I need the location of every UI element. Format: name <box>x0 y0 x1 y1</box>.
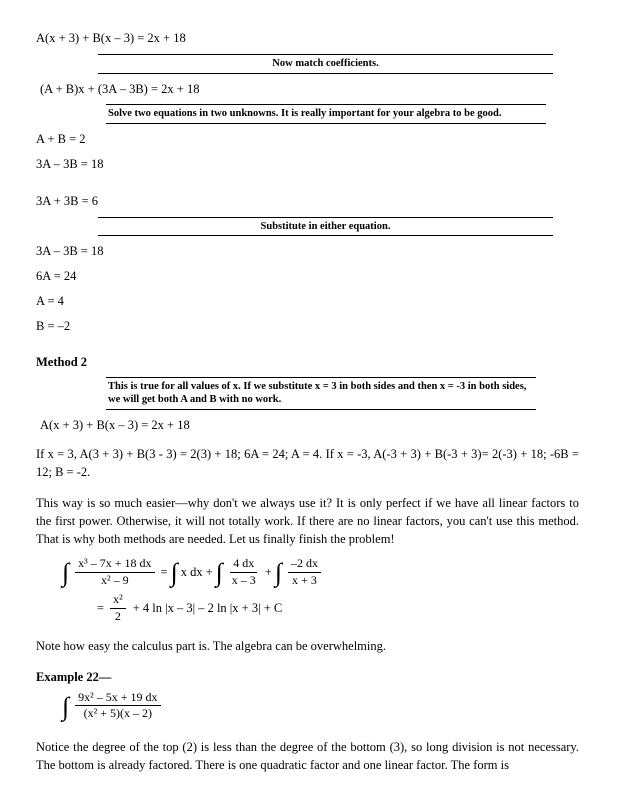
integral-result-1 <box>36 593 579 624</box>
equation-line-2: (A + B)x + (3A – 3B) = 2x + 18 <box>40 81 200 96</box>
equation-line-9: B = –2 <box>36 318 71 333</box>
equation-line-3: A + B = 2 <box>36 132 86 147</box>
fraction-numerator: x² <box>110 593 126 609</box>
fraction-3 <box>229 557 259 588</box>
callout-true-for-all-values <box>106 377 536 410</box>
result-tail: + 4 ln |x – 3| – 2 ln |x + 3| + C <box>132 601 283 616</box>
equation-line-1: A(x + 3) + B(x – 3) = 2x + 18 <box>36 31 186 45</box>
equation-line-8: A = 4 <box>36 294 64 309</box>
integral-expression-1 <box>36 557 579 588</box>
paragraph-calculus-easy: Note how easy the calculus part is. The algebra can be overwhelming. <box>36 638 386 653</box>
equation-line-10: A(x + 3) + B(x – 3) = 2x + 18 <box>40 418 190 433</box>
callout-text: Solve two equations in two unknowns. It is really important for your algebra to be good. <box>108 108 502 120</box>
integral-sign-icon: ∫ <box>62 557 70 587</box>
heading-method-2: Method 2 <box>36 354 88 369</box>
callout-substitute <box>98 217 553 237</box>
integral-expression-2 <box>36 691 579 722</box>
fraction-example-22 <box>75 691 160 722</box>
paragraph-degree-notice: Notice the degree of the top (2) is less than the degree of the bottom (3), so long division is not necessary. The bottom is already factored. There is one quadratic factor and one linear factor. The form is <box>36 740 579 772</box>
integral-sign-icon: ∫ <box>274 557 282 587</box>
equation-line-4: 3A – 3B = 18 <box>36 156 104 171</box>
integrand-2: x dx <box>180 564 203 579</box>
equals-sign: = <box>97 601 105 616</box>
fraction-denominator: x – 3 <box>231 572 256 587</box>
callout-rule-bottom <box>106 123 546 124</box>
plus-sign: + <box>264 564 272 579</box>
fraction-numerator: 9x² – 5x + 19 dx <box>75 691 160 707</box>
paragraph-method-comparison: This way is so much easier—why don't we always use it? It is only perfect if we have all linear factors to the first power. Otherwise, it will not totally work. If there are no linear factors, you can't use this method. That is why both methods are needed. Let us finally finish the problem! <box>36 496 579 546</box>
callout-solve-two-equations <box>106 104 546 124</box>
fraction-denominator: (x² + 5)(x – 2) <box>83 706 152 721</box>
integral-sign-icon: ∫ <box>215 557 223 587</box>
fraction-denominator: 2 <box>114 609 121 624</box>
fraction-result <box>110 593 126 624</box>
fraction-4 <box>288 557 321 588</box>
integral-sign-icon: ∫ <box>170 557 178 587</box>
callout-rule-bottom <box>106 409 536 410</box>
integral-sign-icon: ∫ <box>62 691 70 721</box>
equals-sign: = <box>160 564 168 579</box>
callout-text: Substitute in either equation. <box>260 220 391 232</box>
fraction-numerator: –2 dx <box>288 557 321 573</box>
fraction-denominator: x² – 9 <box>101 572 129 587</box>
equation-line-7: 6A = 24 <box>36 269 77 284</box>
callout-rule-bottom <box>98 73 553 74</box>
paragraph-substitution-work: If x = 3, A(3 + 3) + B(3 - 3) = 2(3) + 18; 6A = 24; A = 4. If x = -3, A(-3 + 3) + B(-3 + 3)= 2(-3) + 18; -6B = 12; B = -2. <box>36 446 579 479</box>
plus-sign: + <box>205 564 213 579</box>
callout-rule-bottom <box>98 235 553 236</box>
fraction-numerator: 4 dx <box>230 557 257 573</box>
fraction-denominator: x + 3 <box>292 572 317 587</box>
equation-line-5: 3A + 3B = 6 <box>36 193 99 208</box>
fraction-numerator: x³ – 7x + 18 dx <box>75 557 154 573</box>
callout-text: Now match coefficients. <box>272 57 379 69</box>
callout-match-coefficients <box>98 54 553 74</box>
fraction-1 <box>75 557 154 588</box>
equation-line-6: 3A – 3B = 18 <box>36 244 104 259</box>
callout-text: This is true for all values of x. If we substitute x = 3 in both sides and then x = -3 in both sides, we will get both A and B with no work. <box>108 380 527 406</box>
heading-example-22: Example 22— <box>36 669 112 684</box>
